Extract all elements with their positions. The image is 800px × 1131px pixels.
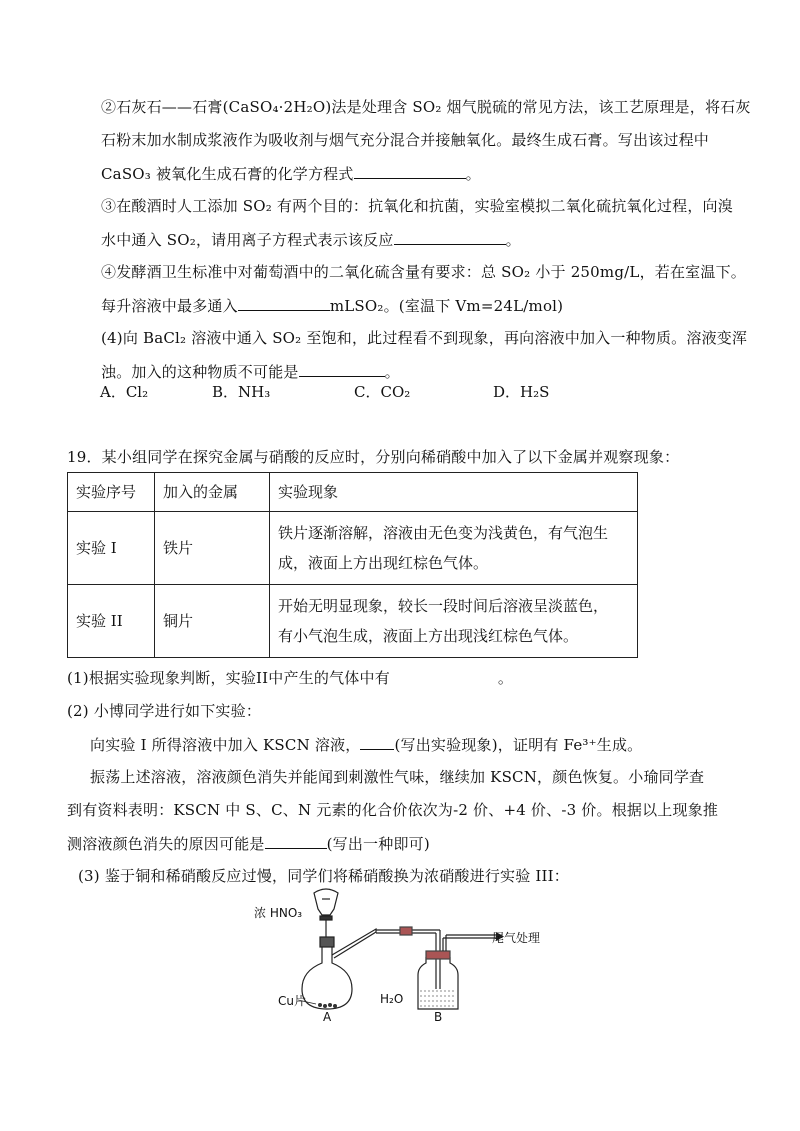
option-b[interactable]: B．NH₃ bbox=[212, 383, 271, 401]
q18-part3-line2-end: 。 bbox=[505, 231, 521, 249]
q19-sub2-line3: 到有资料表明：KSCN 中 S、C、N 元素的化合价依次为-2 价、+4 价、-3 价。根据以上现象推 bbox=[67, 801, 719, 819]
q18-part4-line2-unit: mLSO₂。(室温下 Vm=24L/mol) bbox=[329, 297, 564, 315]
q18-part4-line2 bbox=[101, 295, 563, 316]
q19-sub3: (3) 鉴于铜和稀硝酸反应过慢，同学们将稀硝酸换为浓硝酸进行实验 III： bbox=[78, 867, 569, 885]
q19-sub1-text: (1)根据实验现象判断，实验II中产生的气体中有 bbox=[67, 669, 390, 687]
table-cell-metal: 铁片 bbox=[155, 512, 270, 585]
q19-sub2-line1-text: 向实验 I 所得溶液中加入 KSCN 溶液， bbox=[90, 736, 361, 754]
answer-blank[interactable] bbox=[299, 361, 385, 377]
q18-part3-line2-text: 水中通入 SO₂，请用离子方程式表示该反应 bbox=[101, 231, 394, 249]
answer-blank[interactable] bbox=[238, 295, 330, 311]
q18-part4-line1: ④发酵酒卫生标准中对葡萄酒中的二氧化硫含量有要求：总 SO₂ 小于 250mg/L，若在室温下。 bbox=[101, 263, 746, 281]
table-header: 实验序号 bbox=[68, 473, 155, 512]
table-cell-id: 实验 I bbox=[68, 512, 155, 585]
q18-part2-line3-end: 。 bbox=[465, 165, 481, 183]
answer-blank[interactable] bbox=[360, 734, 394, 750]
q18-q4-line1: (4)向 BaCl₂ 溶液中通入 SO₂ 至饱和，此过程看不到现象，再向溶液中加入一种物质。溶液变浑 bbox=[101, 329, 748, 347]
answer-blank[interactable] bbox=[394, 229, 506, 245]
q19-sub2-line4 bbox=[67, 833, 430, 854]
label-conc-nitric-acid: 浓 HNO₃ bbox=[254, 906, 303, 920]
q19-sub1 bbox=[67, 668, 513, 688]
option-c[interactable]: C．CO₂ bbox=[354, 383, 411, 401]
observation-line: 有小气泡生成，液面上方出现浅红棕色气体。 bbox=[278, 627, 579, 645]
round-flask-icon bbox=[302, 947, 352, 1009]
q18-part2-line1: ②石灰石——石膏(CaSO₄·2H₂O)法是处理含 SO₂ 烟气脱硫的常见方法，该工艺原理是，将石灰 bbox=[101, 98, 751, 116]
q19-sub2-line4-end: (写出一种即可) bbox=[326, 835, 430, 853]
q18-q4-line2-end: 。 bbox=[384, 363, 400, 381]
experiment-table bbox=[67, 472, 638, 658]
label-tail-gas: 尾气处理 bbox=[492, 931, 541, 945]
q18-part3-line2 bbox=[101, 229, 521, 250]
observation-line: 成，液面上方出现红棕色气体。 bbox=[278, 554, 489, 572]
q19-sub2-line1-end: (写出实验现象)，证明有 Fe³⁺生成。 bbox=[394, 736, 643, 754]
q18-part2-line3-text: CaSO₃ 被氧化生成石膏的化学方程式 bbox=[101, 165, 354, 183]
stopper-icon bbox=[320, 937, 334, 947]
label-water: H₂O bbox=[380, 992, 404, 1006]
q18-part2-line3 bbox=[101, 163, 481, 184]
table-header: 实验现象 bbox=[270, 473, 638, 512]
table-cell-observation bbox=[270, 512, 638, 585]
answer-blank[interactable] bbox=[265, 833, 327, 849]
q18-q4-line2 bbox=[101, 361, 400, 382]
label-a: A bbox=[323, 1010, 332, 1024]
q18-q4-line2-text: 浊。加入的这种物质不可能是 bbox=[101, 363, 299, 381]
q19-sub2-line4-text: 测溶液颜色消失的原因可能是 bbox=[67, 835, 265, 853]
table-row bbox=[68, 512, 638, 585]
q19-sub2-line2: 振荡上述溶液，溶液颜色消失并能闻到刺激性气味，继续加 KSCN，颜色恢复。小瑜同学查 bbox=[90, 768, 705, 786]
dropping-funnel-icon bbox=[314, 889, 338, 915]
table-cell-observation bbox=[270, 585, 638, 658]
q18-part3-line1: ③在酸酒时人工添加 SO₂ 有两个目的：抗氧化和抗菌，实验室模拟二氧化硫抗氧化过程，向溴 bbox=[101, 197, 733, 215]
q19-sub2-line1 bbox=[90, 734, 642, 755]
observation-line: 铁片逐渐溶解，溶液由无色变为浅黄色，有气泡生 bbox=[278, 524, 609, 542]
table-cell-id: 实验 II bbox=[68, 585, 155, 658]
option-a[interactable]: A．Cl₂ bbox=[100, 383, 149, 401]
q19-sub1-end: 。 bbox=[497, 669, 514, 687]
table-header: 加入的金属 bbox=[155, 473, 270, 512]
label-copper-sheet: Cu片 bbox=[278, 994, 306, 1008]
label-b: B bbox=[434, 1010, 443, 1024]
q19-sub2: (2) 小博同学进行如下实验： bbox=[67, 702, 262, 720]
table-row bbox=[68, 585, 638, 658]
q18-part4-line2-text: 每升溶液中最多通入 bbox=[101, 297, 238, 315]
q19-stem: 19．某小组同学在探究金属与硝酸的反应时，分别向稀硝酸中加入了以下金属并观察现象： bbox=[67, 448, 680, 466]
table-header-row bbox=[68, 473, 638, 512]
table-cell-metal: 铜片 bbox=[155, 585, 270, 658]
answer-blank[interactable] bbox=[354, 163, 466, 179]
option-d[interactable]: D．H₂S bbox=[493, 383, 550, 401]
observation-line: 开始无明显现象，较长一段时间后溶液呈淡蓝色， bbox=[278, 597, 609, 615]
q18-part2-line2: 石粉末加水制成浆液作为吸收剂与烟气充分混合并接触氧化。最终生成石膏。写出该过程中 bbox=[101, 131, 710, 149]
